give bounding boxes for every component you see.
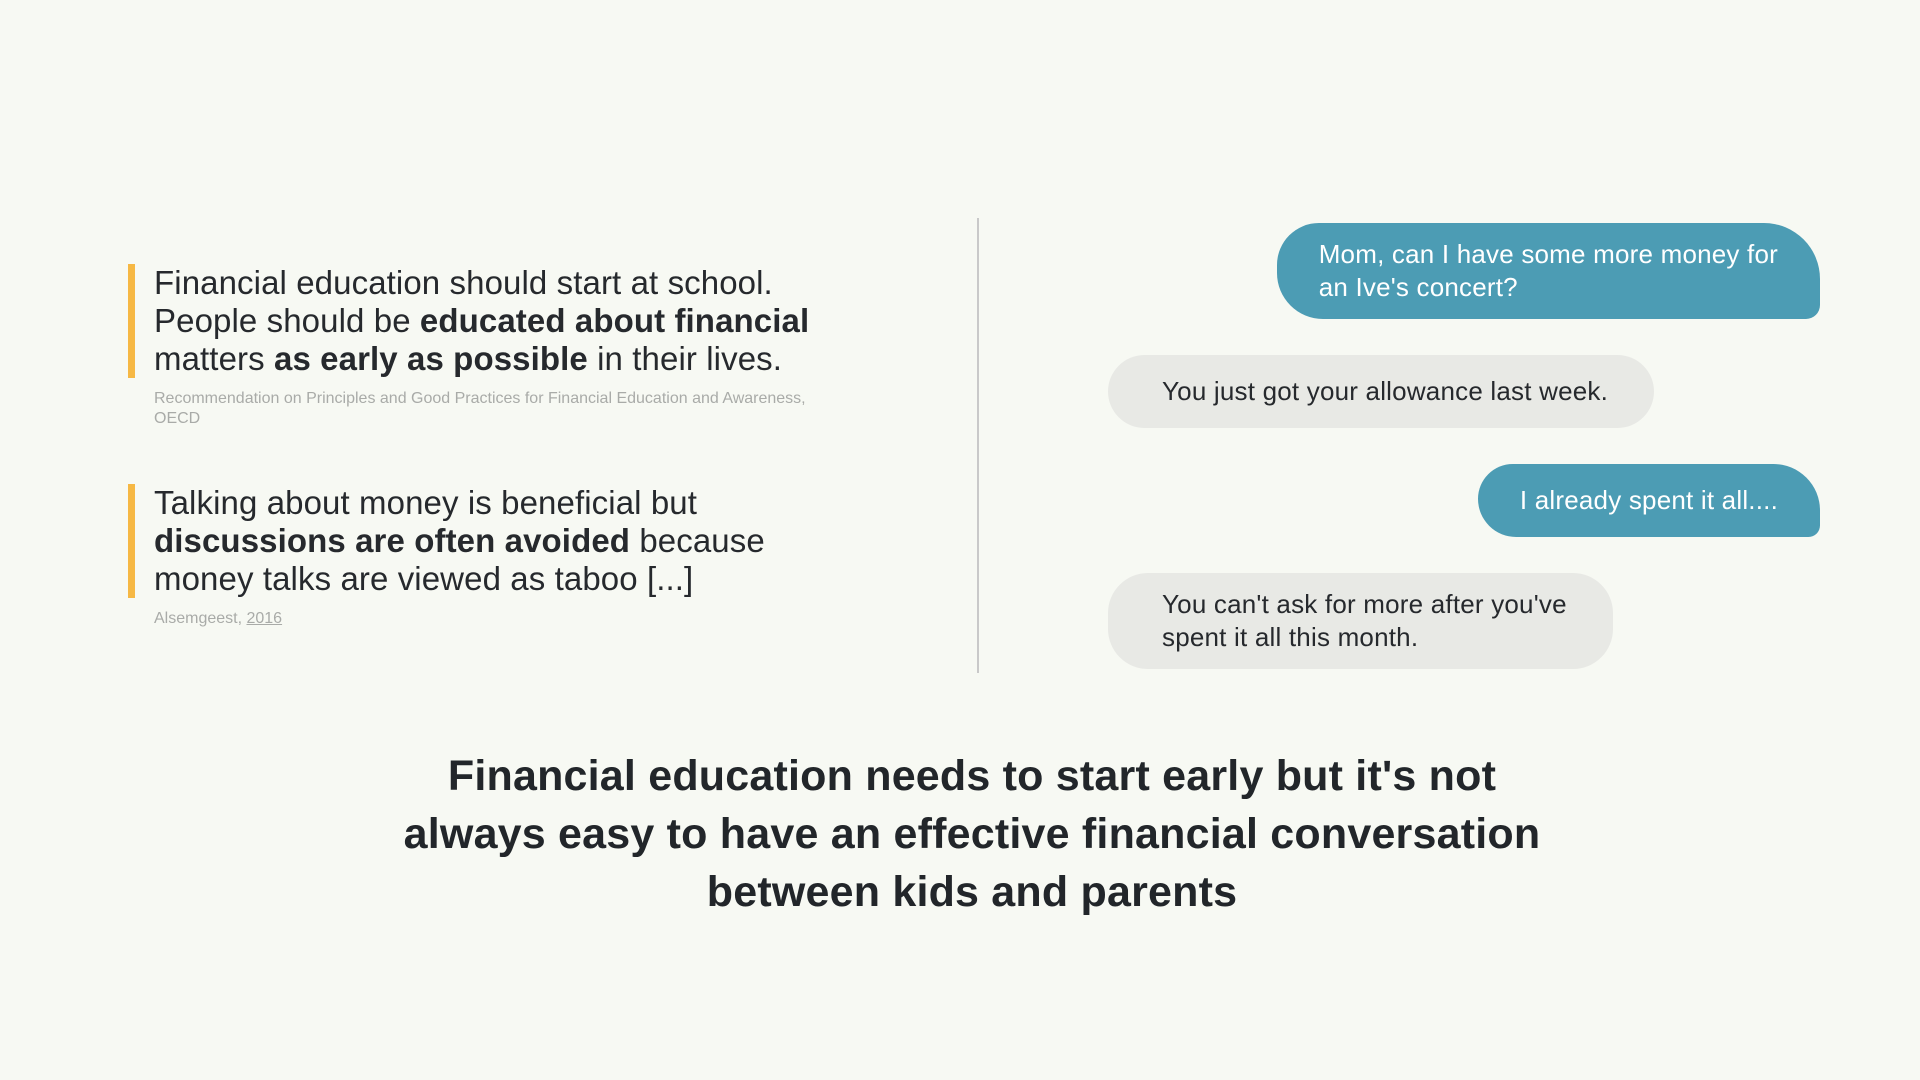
quote-text xyxy=(128,484,828,598)
text-segment: in their lives. xyxy=(587,340,783,377)
chat-bubble-sent: I already spent it all.... xyxy=(1478,464,1820,537)
text-segment: Talking about money is beneficial but xyxy=(154,484,698,521)
quote-attribution xyxy=(154,389,828,429)
vertical-divider xyxy=(977,218,979,673)
main-heading: Financial education needs to start early but it's not always easy to have an effective financial conversation between kids and parents xyxy=(403,752,1541,916)
text-segment: discussions are often avoided xyxy=(154,522,631,559)
quote-block-oecd xyxy=(128,264,828,429)
chat-thread xyxy=(1108,223,1820,669)
chat-bubble-received: You can't ask for more after you've spent it all this month. xyxy=(1108,573,1613,669)
citation-year-link[interactable]: 2016 xyxy=(246,610,283,627)
text-segment: People should be xyxy=(154,302,420,339)
chat-bubble-sent: Mom, can I have some more money for an Ive's concert? xyxy=(1277,223,1820,319)
text-segment: Recommendation on Principles and Good Practices for Financial Education and Awareness, OECD xyxy=(154,390,806,427)
text-segment: money talks are viewed as taboo [...] xyxy=(154,560,694,597)
quote-attribution xyxy=(154,609,828,629)
text-segment: Financial education should start at school. xyxy=(154,264,773,301)
text-segment: matters xyxy=(154,340,274,377)
quote-text xyxy=(128,264,828,378)
quote-block-alsemgeest xyxy=(128,484,828,629)
text-segment: because xyxy=(630,522,765,559)
text-segment: Alsemgeest, xyxy=(154,610,247,627)
text-segment: educated about financial xyxy=(419,302,810,339)
chat-bubble-received: You just got your allowance last week. xyxy=(1108,355,1654,428)
text-segment: as early as possible xyxy=(274,340,588,377)
